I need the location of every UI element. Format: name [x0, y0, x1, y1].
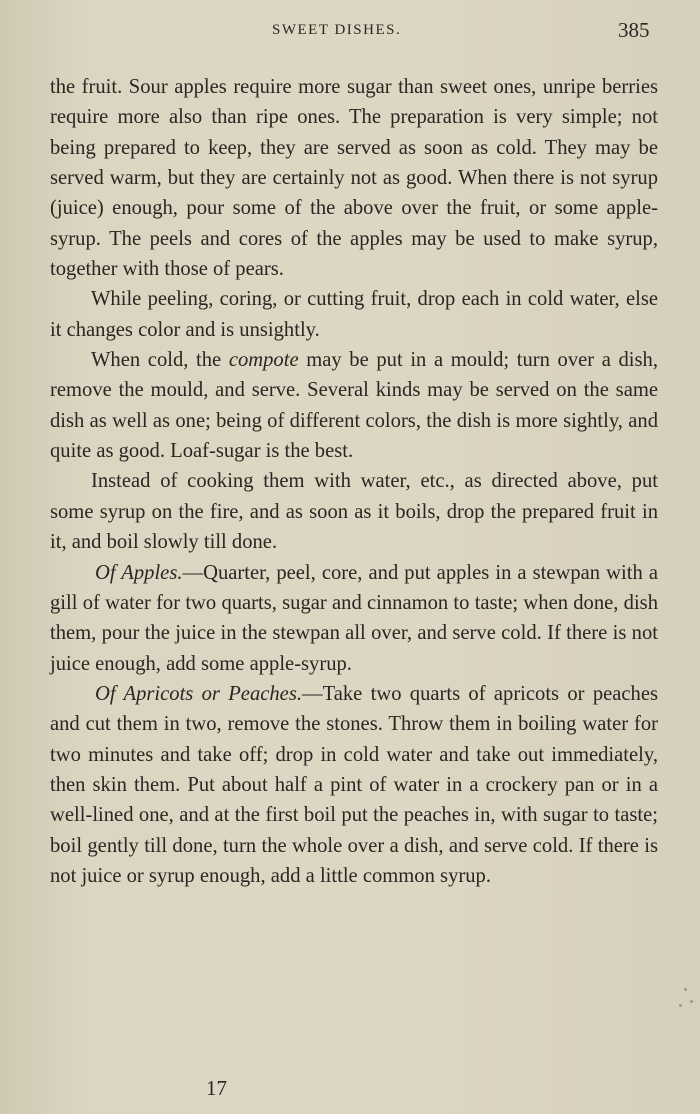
paragraph-text: —Quarter, peel, core, and put apples in a stewpan with a gill of water for two quarts, sugar and cinnamon to taste; when done, dish them, pour the juice in the stewpan all over, and serve cold. If there is not juice enough, add some apple-syrup.	[50, 561, 658, 675]
recipe-heading-apricots: Of Apricots or Peaches.	[95, 682, 302, 705]
paragraph-text-before: When cold, the	[91, 349, 229, 372]
paragraph-fruit-sugar	[50, 72, 658, 284]
paper-speck	[684, 988, 687, 991]
compote-term: compote	[228, 349, 299, 372]
recipe-heading-apples: Of Apples.	[95, 561, 183, 584]
paragraph-peeling	[50, 284, 658, 345]
running-head: SWEET DISHES.	[272, 22, 402, 38]
signature-mark: 17	[206, 1076, 227, 1100]
paragraph-text-after: may be put in a mould; turn over a dish, remove the mould, and serve. Several kinds may be served on the same dish as well as one; being of different colors, the dish is more sightly, and quite as good. Loaf-sugar is the best.	[50, 349, 658, 463]
page-header	[0, 16, 700, 50]
paragraph-apples	[50, 558, 658, 679]
body-text	[50, 72, 658, 891]
paragraph-compote	[50, 345, 658, 466]
paper-speck	[690, 1000, 693, 1003]
paragraph-text: —Take two quarts of apricots or peaches and cut them in two, remove the stones. Throw them in boiling water for two minutes and take off; drop in cold water and take out immediately, then skin them. Put about half a pint of water in a crockery pan or in a well-lined one, and at the first boil put the peaches in, with sugar to taste; boil gently till done, turn the whole over a dish, and serve cold. If there is not juice or syrup enough, add a little common syrup.	[50, 682, 658, 887]
page-number: 385	[618, 18, 650, 42]
paragraph-text: the fruit. Sour apples require more sugar than sweet ones, unripe berries require more also than ripe ones. The preparation is very simple; not being prepared to keep, they are served as soon as cold. They may be served warm, but they are certainly not as good. When there is not syrup (juice) enough, pour some of the above over the fruit, or some apple-syrup. The peels and cores of the apples may be used to make syrup, together with those of pears.	[50, 76, 658, 281]
paragraph-text: While peeling, coring, or cutting fruit, drop each in cold water, else it changes color and is unsightly.	[50, 288, 658, 341]
paragraph-apricots-peaches	[50, 679, 658, 891]
paragraph-syrup-method	[50, 466, 658, 557]
paper-speck	[679, 1004, 682, 1007]
paragraph-text: Instead of cooking them with water, etc., as directed above, put some syrup on the fire, and as soon as it boils, drop the prepared fruit in it, and boil slowly till done.	[50, 470, 658, 554]
